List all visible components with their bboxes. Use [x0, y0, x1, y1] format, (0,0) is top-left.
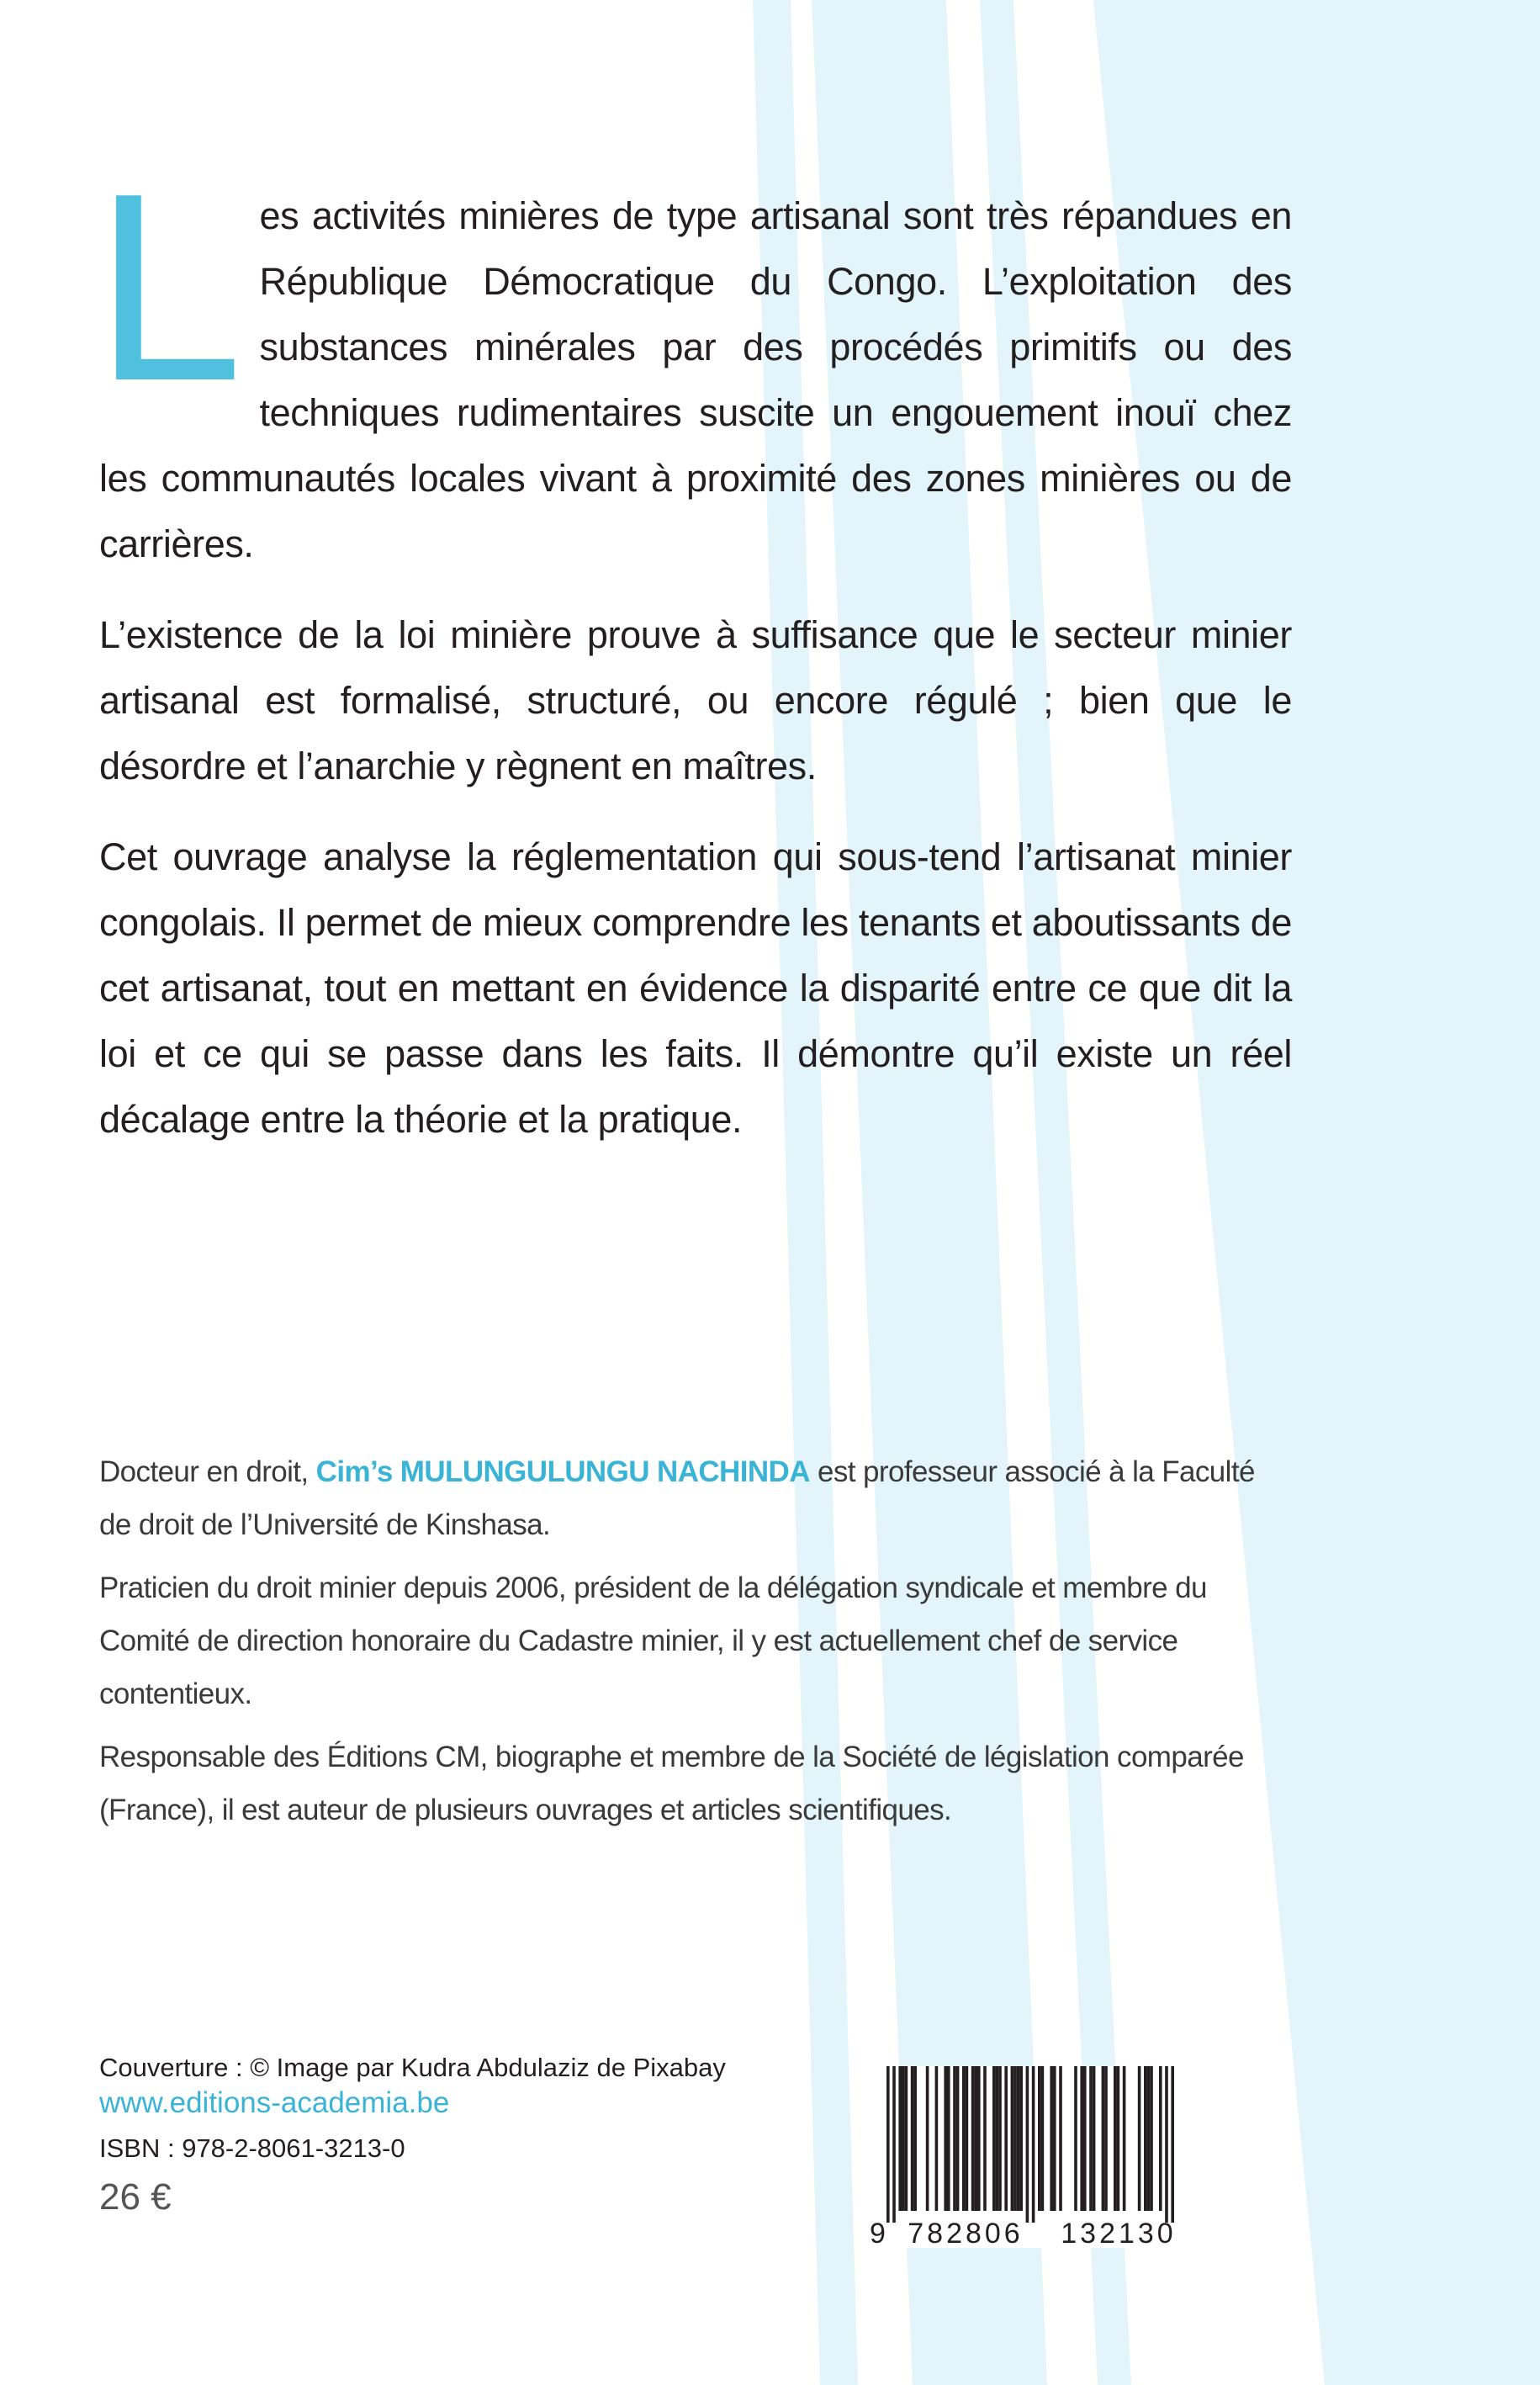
barcode-bar	[1147, 2066, 1151, 2211]
barcode-bar	[974, 2066, 977, 2211]
barcode-bar	[1083, 2066, 1087, 2211]
barcode-bar	[1080, 2066, 1083, 2211]
blurb-paragraph-1	[94, 138, 1292, 577]
barcode-bar	[983, 2066, 987, 2211]
bio-paragraph-2: Praticien du droit minier depuis 2006, président de la délégation syndicale et membre du Comité de direction honoraire du Cadastre minier, il y est actuellement chef de service contentieux.	[99, 1571, 1207, 1710]
barcode-bar	[1144, 2066, 1147, 2211]
barcode-left-digits: 782806	[908, 2218, 1024, 2248]
barcode-bar	[956, 2066, 960, 2211]
book-blurb	[94, 138, 1292, 1178]
barcode-bar	[1159, 2066, 1162, 2211]
barcode-guard-bar	[892, 2066, 896, 2223]
barcode-bar	[1053, 2066, 1056, 2211]
bio-prefix: Docteur en droit,	[99, 1455, 316, 1488]
bio-suffix: est professeur associé à la Faculté de droit de l’Université de Kinshasa.	[99, 1455, 1255, 1541]
barcode-bar	[1093, 2066, 1096, 2211]
barcode-bar	[1123, 2066, 1126, 2211]
barcode-bar	[898, 2066, 902, 2211]
blurb-paragraph-2: L’existence de la loi minière prouve à suffisance que le secteur minier artisanal est formalisé, structuré, ou encore régulé ; bien que le désordre et l’anarchie y règnent en maîtres.	[99, 613, 1292, 787]
barcode-guard-bar	[1032, 2066, 1035, 2223]
barcode-bar	[1013, 2066, 1017, 2211]
barcode-bar	[913, 2066, 917, 2211]
barcode-bar	[953, 2066, 956, 2211]
publication-info	[99, 2051, 772, 2218]
barcode-bar	[935, 2066, 939, 2211]
blurb-paragraph-1-text: es activités minières de type artisanal sont très répandues en République Démocratique du Congo. L’exploitation des substances minérales par des procédés primitifs ou des techniques rudimentaires suscite un engouement inouï chez les communautés locales vivant à proximité des zones minières ou de carrières.	[99, 194, 1292, 565]
barcode-bar	[1017, 2066, 1020, 2211]
barcode-bar	[992, 2066, 996, 2211]
barcode-bar	[966, 2066, 969, 2211]
bio-paragraph-3: Responsable des Éditions CM, biographe et membre de la Société de législation comparée (France), il est auteur de plusieurs ouvrages et articles scientifiques.	[99, 1741, 1244, 1826]
publisher-website-link[interactable]: www.editions-academia.be	[99, 2086, 450, 2119]
barcode-bar	[1059, 2066, 1062, 2211]
author-name: Cim’s MULUNGULUNGU NACHINDA	[315, 1455, 810, 1488]
barcode-bar	[971, 2066, 975, 2211]
barcode-bar	[911, 2066, 914, 2211]
isbn-number: ISBN : 978-2-8061-3213-0	[99, 2133, 405, 2163]
barcode-bar	[1114, 2066, 1117, 2211]
barcode-bar	[944, 2066, 947, 2211]
barcode-bar	[1004, 2066, 1008, 2211]
barcode-bar	[1041, 2066, 1045, 2211]
barcode-bar	[1074, 2066, 1077, 2211]
barcode-first-digit: 9	[870, 2218, 886, 2248]
barcode-guard-bar	[1026, 2066, 1029, 2223]
barcode-guard-bar	[1165, 2066, 1168, 2223]
barcode-bar	[1138, 2066, 1141, 2211]
barcode-bar	[1011, 2066, 1014, 2211]
price-label: 26 €	[99, 2176, 172, 2218]
barcode-bar	[1038, 2066, 1041, 2211]
barcode-bar	[902, 2066, 905, 2211]
barcode-bar	[1050, 2066, 1053, 2211]
cover-credit: Couverture : © Image par Kudra Abdulaziz de Pixabay	[99, 2053, 726, 2082]
barcode-bar	[947, 2066, 950, 2211]
barcode-bar	[996, 2066, 999, 2211]
barcode-bar	[977, 2066, 981, 2211]
barcode-bar	[962, 2066, 966, 2211]
drop-cap-letter: L	[94, 138, 243, 437]
barcode-bar	[1117, 2066, 1120, 2211]
isbn-barcode	[866, 2066, 1211, 2248]
barcode-bar	[1019, 2066, 1023, 2211]
barcode-bar	[1102, 2066, 1105, 2211]
barcode-bar	[998, 2066, 1002, 2211]
barcode-bar	[1089, 2066, 1093, 2211]
blurb-paragraph-3: Cet ouvrage analyse la réglementation qui sous-tend l’artisanat minier congolais. Il permet de mieux comprendre les tenants et aboutissants de cet artisanat, tout en mettant en évidence la disparité entre ce que dit la loi et ce qui se passe dans les faits. Il démontre qu’il existe un réel décalage entre la théorie et la pratique.	[99, 835, 1292, 1141]
barcode-guard-bar	[1171, 2066, 1174, 2223]
barcode-bar	[926, 2066, 929, 2211]
barcode-bar	[1104, 2066, 1108, 2211]
barcode-right-digits: 132130	[1061, 2218, 1177, 2248]
barcode-bar	[905, 2066, 908, 2211]
bio-paragraph-1	[99, 1445, 1294, 1551]
author-bio	[99, 1445, 1294, 1847]
barcode-bar	[1150, 2066, 1153, 2211]
barcode-guard-bar	[886, 2066, 890, 2223]
